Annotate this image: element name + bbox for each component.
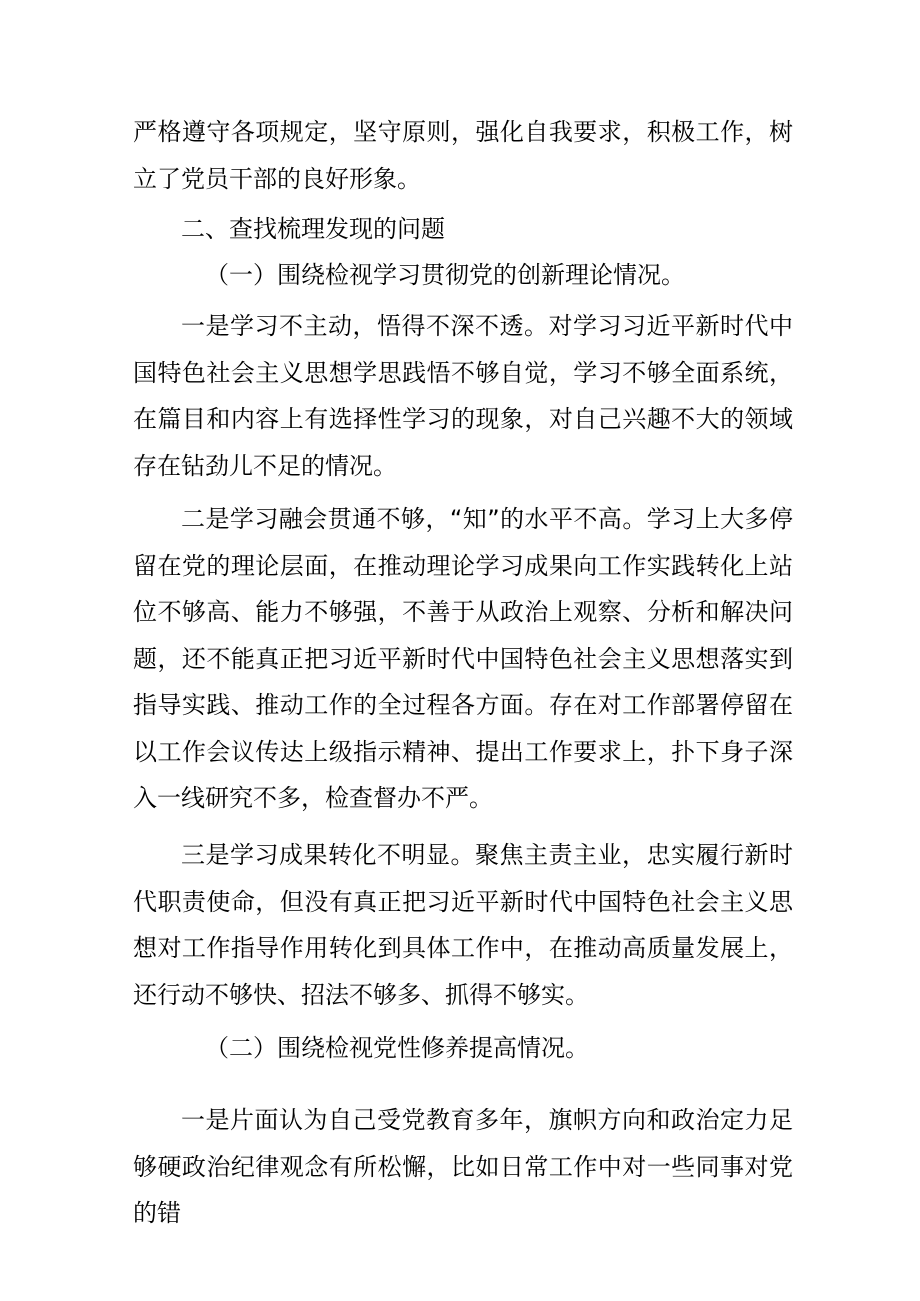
paragraph-point-3: 三是学习成果转化不明显。聚焦主责主业，忠实履行新时代职责使命，但没有真正把习近平新时代中国特色社会主义思想对工作指导作用转化到具体工作中，在推动高质量发展上，还行动不够快、招法不够多、抓得不够实。 bbox=[133, 841, 793, 1009]
subsection-heading-1: （一）围绕检视学习贯彻党的创新理论情况。 bbox=[205, 261, 685, 289]
subsection-heading-2: （二）围绕检视党性修养提高情况。 bbox=[205, 1034, 589, 1062]
paragraph-point-1: 一是学习不主动，悟得不深不透。对学习习近平新时代中国特色社会主义思想学思践悟不够自觉，学习不够全面系统，在篇目和内容上有选择性学习的现象，对自己兴趣不大的领域存在钻劲儿不足的情况。 bbox=[133, 312, 793, 480]
section-heading-2: 二、查找梳理发现的问题 bbox=[181, 215, 445, 243]
paragraph-point-4: 一是片面认为自己受党教育多年，旗帜方向和政治定力足够硬政治纪律观念有所松懈，比如日常工作中对一些同事对党的错 bbox=[133, 1106, 793, 1227]
paragraph-continuation: 严格遵守各项规定，坚守原则，强化自我要求，积极工作，树立了党员干部的良好形象。 bbox=[133, 118, 793, 193]
paragraph-point-2: 二是学习融会贯通不够，“知”的水平不高。学习上大多停留在党的理论层面，在推动理论学习成果向工作实践转化上站位不够高、能力不够强，不善于从政治上观察、分析和解决问题，还不能真正把习近平新时代中国特色社会主义思想落实到指导实践、推动工作的全过程各方面。存在对工作部署停留在以工作会议传达上级指示精神、提出工作要求上，扑下身子深入一线研究不多，检查督办不严。 bbox=[133, 505, 793, 812]
